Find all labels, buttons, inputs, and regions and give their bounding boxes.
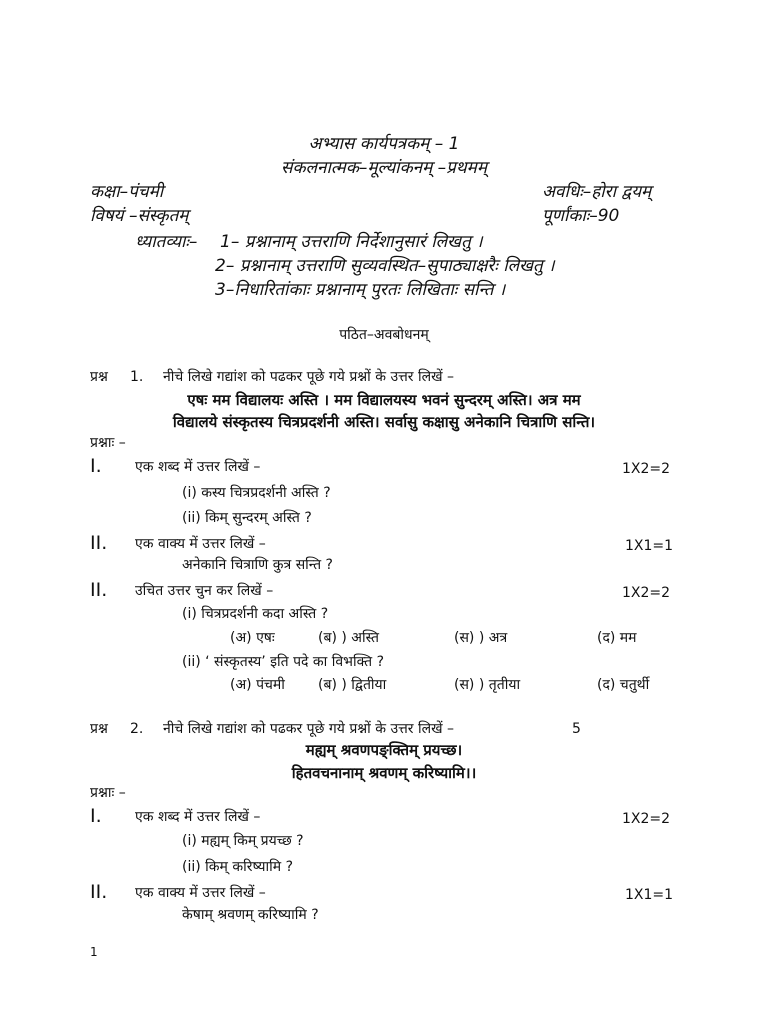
sub-question: (i) कस्य चित्रप्रदर्शनी अस्ति ?: [182, 485, 331, 501]
instruction-item: 1– प्रश्नानाम् उत्तराणि निर्देशानुसारं लिखतु ।: [220, 232, 483, 252]
duration-label: अवधिः–होरा द्वयम्: [542, 182, 652, 202]
question-instruction: नीचे लिखे गद्यांश को पढकर पूछे गये प्रश्नों के उत्तर लिखें –: [163, 369, 454, 385]
option-b: (ब) ) अस्ति: [318, 630, 380, 646]
passage-line: विद्यालये संस्कृतस्य चित्रप्रदर्शनी अस्ति। सर्वासु कक्षासु अनेकानि चित्राणि सन्ति।: [172, 413, 596, 431]
worksheet-title: अभ्यास कार्यपत्रकम् – 1: [308, 134, 460, 154]
sub-question: (ii) किम् सुन्दरम् अस्ति ?: [182, 510, 312, 526]
worksheet-subtitle: संकलनात्मक–मूल्यांकनम् –प्रथमम्: [280, 158, 488, 178]
part-number: I.: [90, 805, 102, 827]
option-d: (द) मम: [597, 630, 637, 646]
question-label: प्रश्न: [90, 369, 108, 385]
instruction-item: 2– प्रश्नानाम् उत्तराणि सुव्यवस्थित–सुपाठ्याक्षरैः लिखतु ।: [215, 256, 555, 276]
option-c: (स) ) तृतीया: [454, 677, 521, 693]
part-instruction: एक वाक्य में उत्तर लिखें –: [135, 885, 266, 901]
option-b: (ब) ) द्वितीया: [318, 677, 387, 693]
subject-label: विषयं –संस्कृतम्: [90, 206, 189, 226]
marks-label: 1X2=2: [622, 461, 671, 477]
max-marks-label: पूर्णांकाः–90: [542, 206, 620, 226]
instruction-item: 3–निधारितांकाः प्रश्नानाम् पुरतः लिखिताः सन्ति ।: [215, 280, 506, 300]
part-number: II.: [90, 532, 108, 554]
questions-label: प्रश्नाः –: [90, 785, 126, 801]
sub-question: केषाम् श्रवणम् करिष्यामि ?: [182, 907, 319, 923]
questions-label: प्रश्नाः –: [90, 435, 126, 451]
part-number: II.: [90, 881, 108, 903]
sub-question: (i) चित्रप्रदर्शनी कदा अस्ति ?: [182, 606, 329, 622]
part-instruction: एक शब्द में उत्तर लिखें –: [135, 459, 261, 475]
marks-label: 1X1=1: [625, 538, 674, 554]
question-number: 1.: [130, 369, 144, 385]
part-instruction: एक वाक्य में उत्तर लिखें –: [135, 536, 266, 552]
page-number: 1: [90, 945, 98, 959]
sub-question: (ii) किम् करिष्यामि ?: [182, 859, 294, 875]
sub-question: (i) मह्यम् किम् प्रयच्छ ?: [182, 833, 304, 849]
part-instruction: उचित उत्तर चुन कर लिखें –: [135, 583, 274, 599]
marks-label: 1X1=1: [625, 887, 674, 903]
marks-label: 1X2=2: [622, 811, 671, 827]
part-number: II.: [90, 579, 108, 601]
passage-line: हितवचनानाम् श्रवणम् करिष्यामि।।: [291, 764, 477, 782]
sub-question: (ii) ‘ संस्कृतस्य’ इति पदे का विभक्ति ?: [182, 654, 384, 670]
option-d: (द) चतुर्थी: [597, 677, 650, 693]
part-number: I.: [90, 455, 102, 477]
option-a: (अ) पंचमी: [230, 677, 285, 693]
question-instruction: नीचे लिखे गद्यांश को पढकर पूछे गये प्रश्नों के उत्तर लिखें –: [163, 721, 454, 737]
passage-line: मह्यम् श्रवणपङ्क्तिम् प्रयच्छ।: [305, 741, 463, 759]
part-instruction: एक शब्द में उत्तर लिखें –: [135, 809, 261, 825]
question-number: 2.: [130, 721, 144, 737]
question-label: प्रश्न: [90, 721, 108, 737]
class-label: कक्षा–पंचमी: [90, 182, 164, 202]
marks-label: 1X2=2: [622, 585, 671, 601]
passage-line: एषः मम विद्यालयः अस्ति । मम विद्यालयस्य भवनं सुन्दरम् अस्ति। अत्र मम: [187, 391, 581, 409]
instructions-heading: ध्यातव्याः–: [135, 232, 198, 252]
option-c: (स) ) अत्र: [454, 630, 508, 646]
section-title: पठित–अवबोधनम्: [339, 327, 429, 343]
marks-label: 5: [572, 721, 581, 737]
option-a: (अ) एषः: [230, 630, 275, 646]
sub-question: अनेकानि चित्राणि कुत्र सन्ति ?: [182, 557, 333, 573]
